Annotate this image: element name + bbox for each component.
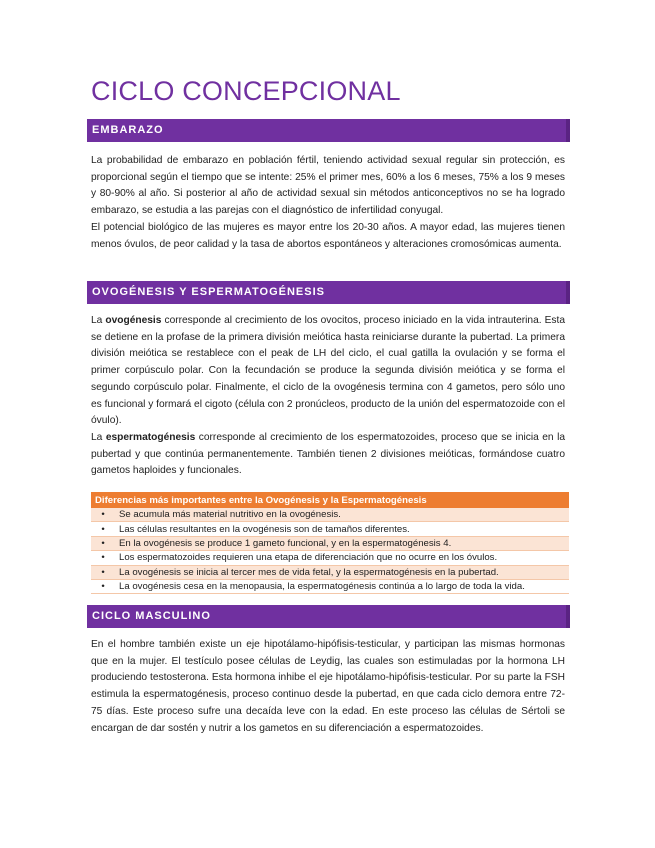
paragraph: La probabilidad de embarazo en población fértil, teniendo actividad sexual regular sin protección, es proporcional según el tiempo que se intente: 25% el primer mes, 60% a los 6 meses, 75% a los 9 meses y 80-90% al año. Si posterior al año de actividad sexual sin métodos anticonceptivos no se ha logrado embarazo, se estudia a las parejas con el diagnóstico de infertilidad conyugal. xyxy=(91,155,565,217)
bullet-icon: • xyxy=(91,579,115,593)
paragraph: El potencial biológico de las mujeres es mayor entre los 20-30 años. A mayor edad, las mujeres tienen menos óvulos, de peor calidad y la tasa de abortos espontáneos y alteraciones cromosómicas aumenta. xyxy=(91,221,565,250)
bullet-icon: • xyxy=(91,536,115,550)
bullet-icon: • xyxy=(91,551,115,565)
bullet-icon: • xyxy=(91,508,115,522)
table-row xyxy=(91,579,569,593)
differences-table xyxy=(91,492,569,594)
paragraph xyxy=(91,430,565,480)
table-row xyxy=(91,551,569,565)
table-row xyxy=(91,536,569,550)
section-heading-ciclo-masculino: CICLO MASCULINO xyxy=(87,605,568,628)
text-span: La xyxy=(91,431,106,443)
text-span: corresponde al crecimiento de los espermatozoides, proceso que se inicia en la pubertad y que continúa permanentemente. También tienen 2 divisiones meióticas, formándose cuatro gametos haploides y funcionales. xyxy=(91,431,565,477)
table-row xyxy=(91,522,569,536)
text-span: corresponde al crecimiento de los ovocitos, proceso iniciado en la vida intrauterina. Esta se detiene en la profase de la primera división meiótica hasta reiniciarse durante la pubertad. La primera división meiótica se restablece con el peak de LH del ciclo, el cual gatilla la ovulación y se forma el primer corpúsculo polar. Con la fecundación se produce la segunda división meiótica y se forma el segundo corpúsculo polar. Finalmente, el ciclo de la ovogénesis termina con 4 gametos, pero sólo uno es funcional y formará el cigoto (célula con 2 pronúcleos, producto de la unión del espermatozoide con el óvulo). xyxy=(91,315,566,427)
section-heading-ovogenesis: OVOGÉNESIS Y ESPERMATOGÉNESIS xyxy=(87,281,568,304)
table-cell: Las células resultantes en la ovogénesis son de tamaños diferentes. xyxy=(115,522,569,536)
ovogenesis-text xyxy=(91,313,565,480)
embarazo-text xyxy=(91,153,565,253)
page-title: CICLO CONCEPCIONAL xyxy=(91,76,401,106)
table-cell: La ovogénesis se inicia al tercer mes de vida fetal, y la espermatogénesis en la pubertad. xyxy=(115,565,569,579)
section-heading-embarazo: EMBARAZO xyxy=(87,119,568,142)
paragraph: En el hombre también existe un eje hipotálamo-hipófisis-testicular, y participan las mismas hormonas que en la mujer. El testículo posee células de Leydig, las cuales son estimuladas por la hormona LH produciendo testosterona. Esta hormona inhibe el eje hipotálamo-hipófisis-testicular. Por su parte la FSH estimula la espermatogénesis, proceso continuo desde la pubertad, en que cada ciclo demora entre 72-75 días. Este proceso sufre una decaída leve con la edad. En este proceso las células de Sértoli se encargan de dar sostén y nutrir a los gametos en su diferenciación a espermatozoides. xyxy=(91,639,565,734)
table-cell: La ovogénesis cesa en la menopausia, la espermatogénesis continúa a lo largo de toda la vida. xyxy=(115,579,569,593)
paragraph xyxy=(91,313,565,430)
ciclo-masculino-text xyxy=(91,637,565,737)
table-row xyxy=(91,565,569,579)
bullet-icon: • xyxy=(91,522,115,536)
term-espermatogenesis: espermatogénesis xyxy=(105,431,196,443)
term-ovogenesis: ovogénesis xyxy=(105,315,162,326)
bullet-icon: • xyxy=(91,565,115,579)
table-header: Diferencias más importantes entre la Ovogénesis y la Espermatogénesis xyxy=(91,492,569,508)
text-span: La xyxy=(91,315,106,326)
table-cell: Se acumula más material nutritivo en la ovogénesis. xyxy=(115,508,569,522)
table-cell: Los espermatozoides requieren una etapa de diferenciación que no ocurre en los óvulos. xyxy=(115,551,569,565)
table-cell: En la ovogénesis se produce 1 gameto funcional, y en la espermatogénesis 4. xyxy=(115,536,569,550)
table-row xyxy=(91,508,569,522)
